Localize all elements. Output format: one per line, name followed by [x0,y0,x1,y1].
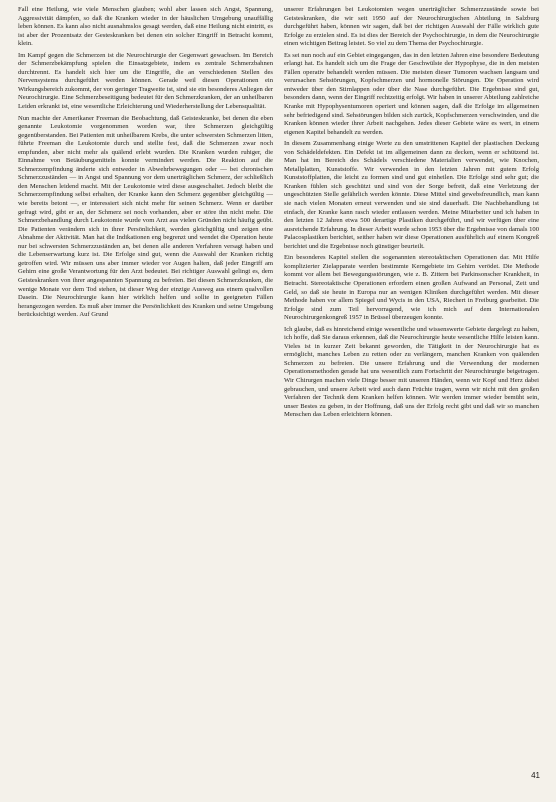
paragraph: Fall eine Heilung, wie viele Menschen glauben; wohl aber lassen sich Angst, Spannung, Aggressivität dämpfen, so daß die Kranken wieder in der häuslichen Umgebung unauffällig leben können. Es kann also nicht ausnahmslos gesagt werden, daß eine Heilung nicht eintritt, es ist aber der Prozentsatz der Gesteskranken bei denen ein solcher Eingriff in Betracht kommt, klein. [18,6,273,48]
paragraph: Ich glaube, daß es hinreichend einige wesentliche und wissenswerte Gebiete dargelegt zu haben, ich hoffe, daß Sie daraus erkennen, daß die Neurochirurgie heute wesentliche Hilfe leisten kann. Vieles ist in kurzer Zeit bekannt geworden, die Tätigkeit in der Neurochirurgie hat es ermöglicht, manches Leben zu retten oder zu verlängern, manchen Kranken von quälenden Schmerzen zu befreien. Die unsere Erfahrung und die Verwendung der modernen Operationsmethoden gerade hat uns wesentlich zum Fortschritt der Neurochirurgie beigetragen. Wir Chirurgen machen viele Dinge besser mit unseren Händen, wenn wir Kopf und Herz dabei gebrauchen, und unsere Arbeit wird auch dann Früchte tragen, wenn wir nicht mit den großen Verfahren der Technik dem Kranken helfen können. Wir werden immer wieder bemüht sein, unser Bestes zu geben, in der Hoffnung, daß uns der Erfolg recht gibt und daß wir so manchen Menschen das Leben erleichtern können. [284,325,539,419]
paragraph: Im Kampf gegen die Schmerzen ist die Neurochirurgie der Gegenwart gewachsen. Im Bereich der Schmerzbekämpfung spielen die Einsatzgebiete, indem es zentrale Schmerzbahnen durchtrennt. Es handelt sich hier um die Eingriffe, die an verschiedenen Stellen des Nervensystems durchgeführt werden können. Gerade weil diesen Operationen ein Wirkungsbereich zukommt, der von geringer Tragweite ist, sind sie ein besonderes Anliegen der Neurochirurgie. Eine Schmerzbeseitigung bedeutet für den Schmerzkranken, der an unheilbaren Leiden erkrankt ist, eine wesentliche Erleichterung und Wiederherstellung der Lebensqualität. [18,51,273,111]
right-column [284,6,539,423]
page-number: 41 [531,771,540,780]
paragraph: Es sei nun noch auf ein Gebiet eingegangen, das in den letzten Jahren eine besondere Bedeutung erlangt hat. Es handelt sich um die Frage der Geschwülste der Hypophyse, die in den meisten Fällen operativ behandelt werden müssen. Die meisten dieser Tumoren wachsen langsam und verursachen Sehstörungen, Kopfschmerzen und hormonelle Störungen. Die Operation wird entweder über den Stirnlappen oder über die Nase durchgeführt. Die Ergebnisse sind gut, besonders dann, wenn der Eingriff rechtzeitig erfolgt. Wir haben in unserer Abteilung zahlreiche Kranke mit Hypophysentumoren operiert und können sagen, daß die Erfolge im allgemeinen sehr befriedigend sind. Sehstörungen bilden sich zurück, Kopfschmerzen verschwinden, und die Kranken können wieder ihrer Arbeit nachgehen. Jedes dieser Gebiete wäre es wert, in einem eigenen Kapitel behandelt zu werden. [284,51,539,136]
paragraph: In diesem Zusammenhang einige Worte zu den umstrittenen Kapitel der plastischen Deckung von Schädeldefekten. Ein Defekt ist im allgemeinen dann zu decken, wenn er schützend ist. Man hat im Bereich des Schädels verschiedene Materialien verwendet, wie Knochen, Metallplatten, Kunststoffe. Wir verwenden in den letzten Jahren mit gutem Erfolg Kunststoffplatten, die leicht zu formen sind und gut einheilen. Die Erfolge sind sehr gut; die Kranken fühlen sich geschützt und sind von der Sorge befreit, daß eine Verletzung der ungeschützten Stelle gefährlich werden könnte. Diese Mittel sind gewebsfreundlich, man kann sie nach vielen Monaten erneut verwenden und sie sind dauerhaft. Die Nachbehandlung ist einfach, der Kranke kann rasch wieder entlassen werden. Meine Mitarbeiter und ich haben in den letzten 12 Jahren etwa 500 derartige Plastiken durchgeführt, und wir verfügen über eine ausreichende Erfahrung. In dieser Arbeit wurde schon 1953 über die Ergebnisse von damals 100 Palacosplastiken berichtet, seither haben wir diese Operationen ausführlich auf einem Kongreß berichtet und die Ergebnisse noch günstiger beurteilt. [284,140,539,250]
paragraph: Ein besonderes Kapitel stellen die sogenannten stereotaktischen Operationen dar. Mit Hilfe komplizierter Zielapparate werden bestimmte Kerngebiete im Gehirn verödet. Die Methode kommt vor allem bei Bewegungsstörungen, wie z. B. Zittern bei Parkinsonscher Krankheit, in Betracht. Stereotaktische Operationen erfordern einen großen Aufwand an Personal, Zeit und Geld, so daß sie heute in Europa nur an wenigen Kliniken durchgeführt werden. Mit dieser Methode haben vor allem Spiegel und Wycis in den USA, Riechert in Freiburg gearbeitet. Die Erfolge sind zum Teil hervorragend, wie ich mich auf dem Internationalen Neurochirurgenkongreß 1957 in Brüssel überzeugen konnte. [284,254,539,322]
paragraph: unserer Erfahrungen bei Leukotomien wegen unerträglicher Schmerzzustände sowie bei Geisteskranken, die wir seit 1950 auf der Neurochirurgischen Abteilung in Salzburg durchgeführt haben, können wir sagen, daß bei der richtigen Auswahl der Fälle wirklich gute Erfolge zu erzielen sind. Es ist dies der Bereich der Psychochirurgie, in dem die Neurochirurgie einen wichtigen Beitrag leistet. So viel zu dem Thema der Psychochirurgie. [284,6,539,48]
left-column [18,6,273,323]
paragraph: Nun machte der Amerikaner Freeman die Beobachtung, daß Geisteskranke, bei denen die eben genannte Leukotomie vorgenommen worden war, ihre Schmerzen gleichgültig gegenüberstanden. Bei Patienten mit unheilbarem Krebs, die unter schwersten Schmerzen litten, führte Freeman die Leukotomie durch und stellte fest, daß die Schmerzen zwar noch empfunden, aber nicht mehr als quälend erlebt wurden. Die Kranken wurden ruhiger, die Einnahme von Betäubungsmitteln konnte vermindert werden. Die Reaktion auf die Schmerzempfindung änderte sich entweder in Abwehrbewegungen oder — bei chronischen Schmerzzuständen — in Angst und Spannung vor dem unerträglichen Schmerz, der schließlich den Menschen leidend macht. Mit der Leukotomie wird diese ausgeschaltet. Jedoch bleibt die Schmerzempfindung selbst erhalten, der Kranke kann den Schmerz gegenüber gleichgültig — wie bereits betont —, er interessiert sich nicht mehr für seinen Schmerz. Wenn er darüber gefragt wird, gibt er an, der Schmerz sei noch vorhanden, aber er störe ihn nicht mehr. Die Schmerzbehandlung durch Leukotomie wurde vom Arzt aus vielen Gründen nicht häufig geübt. Die Patienten verändern sich in ihrer Persönlichkeit, werden gleichgültig und zeigen eine Abnahme der Aktivität. Man hat die Indikationen eng begrenzt und wendet die Operation heute nur bei schwersten Schmerzzuständen an, bei denen alle anderen Verfahren versagt haben und die Lebenserwartung kurz ist. Die Erfolge sind gut, wenn die Auswahl der Kranken richtig getroffen wird. Wir müssen uns aber immer wieder vor Augen halten, daß jeder Eingriff am Gehirn eine große Verantwortung für den Arzt bedeutet. Bei richtiger Auswahl gelingt es, dem Geisteskranken von ihrer angespannten Spannung zu befreien. Bei diesen Schmerzkranken, die wenige Monate vor dem Tod stehen, ist dieser Weg der einzige Ausweg aus einem qualvollen Dasein. Die Neurochirurgie kann hier wirklich helfen und sollte in geeigneten Fällen herangezogen werden. Es muß aber immer die Persönlichkeit des Kranken und seine Umgebung berücksichtigt werden. Auf Grund [18,114,273,319]
